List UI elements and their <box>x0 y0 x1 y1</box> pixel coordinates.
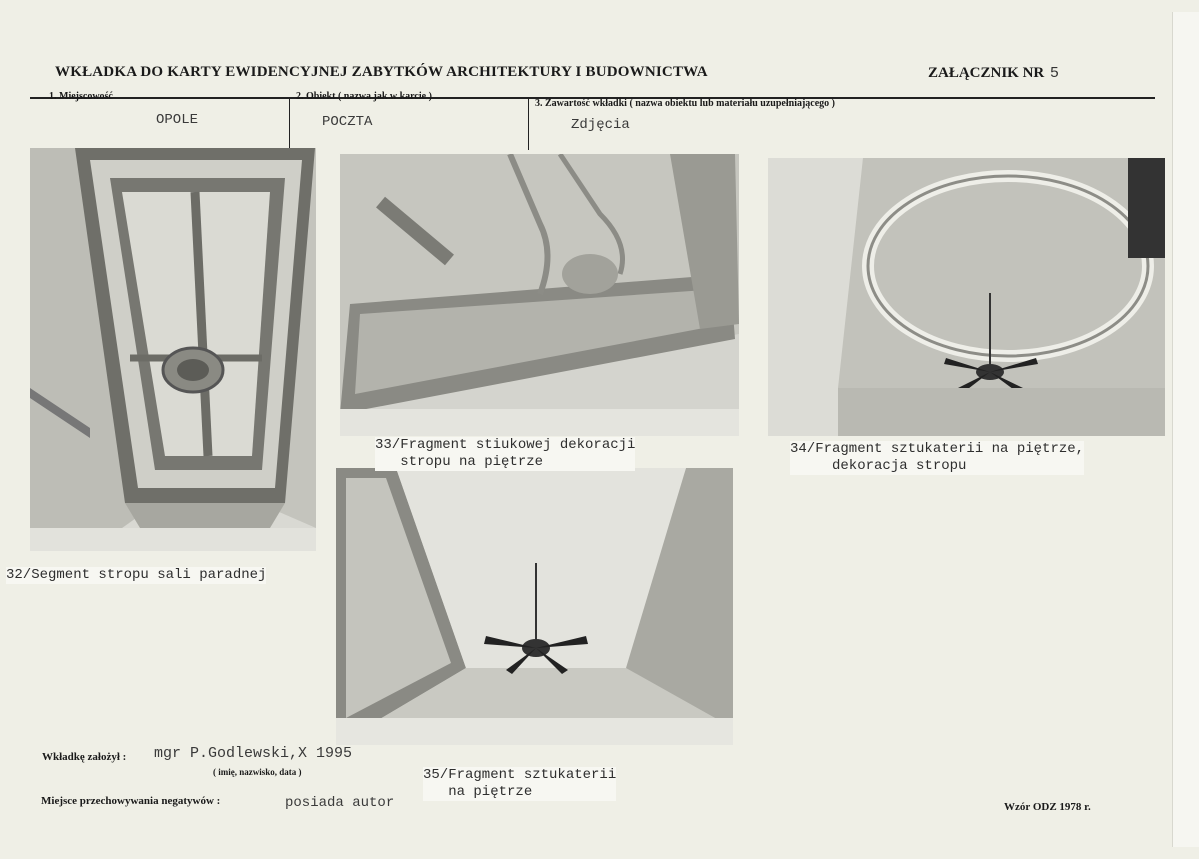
negatives-value: posiada autor <box>285 795 395 811</box>
photo-33 <box>340 154 739 436</box>
object-label: 2. Obiekt ( nazwa jak w karcie ) <box>296 91 432 102</box>
locality-value: OPOLE <box>156 112 199 128</box>
contents-label: 3. Zawartość wkładki ( nazwa obiektu lub materiału uzupełniającego ) <box>535 98 836 109</box>
field-divider-1 <box>289 97 290 150</box>
photo-35-image <box>336 468 733 745</box>
attachment-number: 5 <box>1050 64 1059 81</box>
form-reference: Wzór ODZ 1978 r. <box>1004 801 1091 813</box>
card-edge <box>1172 12 1199 847</box>
contents-value: Zdjęcia <box>571 117 630 133</box>
photo-35 <box>336 468 733 745</box>
caption-photo-32: 32/Segment stropu sali paradnej <box>6 567 267 583</box>
photo-33-image <box>340 154 739 436</box>
caption-photo-34: 34/Fragment sztukaterii na piętrze, dekoracja stropu <box>790 441 1085 474</box>
created-by-label: Wkładkę założył : <box>42 751 127 763</box>
photo-32 <box>30 148 316 551</box>
field-divider-2 <box>528 97 529 150</box>
photo-32-image <box>30 148 316 551</box>
created-by-value: mgr P.Godlewski,X 1995 <box>154 745 353 762</box>
caption-photo-35: 35/Fragment sztukaterii na piętrze <box>423 767 617 800</box>
attachment-label <box>928 64 1059 82</box>
photo-34 <box>768 158 1165 436</box>
caption-photo-33: 33/Fragment stiukowej dekoracji stropu na piętrze <box>375 437 636 470</box>
created-by-note: ( imię, nazwisko, data ) <box>213 767 302 777</box>
photo-34-image <box>768 158 1165 436</box>
locality-label: 1. Miejscowość <box>49 91 113 102</box>
attachment-label-text: ZAŁĄCZNIK NR <box>928 65 1045 81</box>
form-title: WKŁADKA DO KARTY EWIDENCYJNEJ ZABYTKÓW ARCHITEKTURY I BUDOWNICTWA <box>55 64 708 80</box>
object-value: POCZTA <box>322 114 373 130</box>
negatives-label: Miejsce przechowywania negatywów : <box>41 795 221 807</box>
